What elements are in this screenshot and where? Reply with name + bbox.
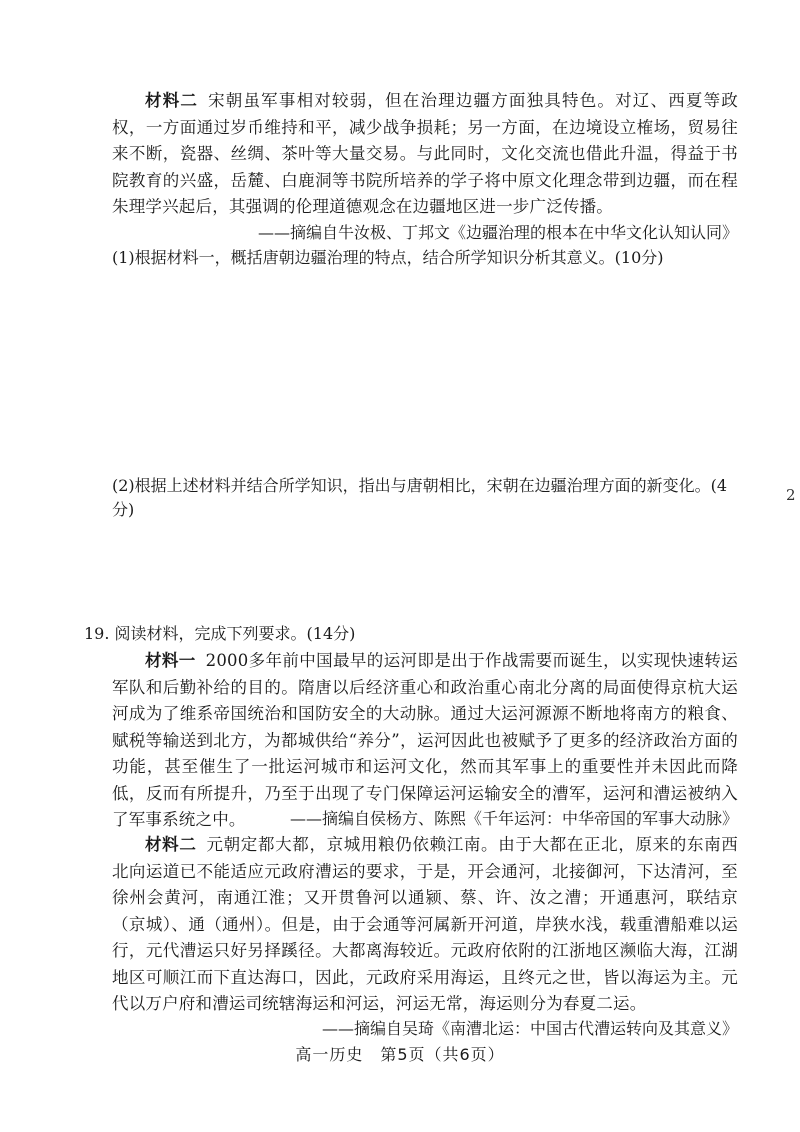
q19-material1-paragraph <box>112 648 738 834</box>
q18-material2-paragraph <box>112 88 738 221</box>
material-label: 材料二 <box>145 91 199 110</box>
material-text: 2000多年前中国最早的运河即是出于作战需要而诞生，以实现快速转运军队和后勤补给的目的。隋唐以后经济重心和政治重心南北分离的局面使得京杭大运河成为了维系帝国统治和国防安全的大动脉。通过大运河源源不断地将南方的粮食、赋税等输送到北方，为都城供给“养分”，运河因此也被赋予了更多的经济政治方面的功能，甚至催生了一批运河城市和运河文化，然而其军事上的重要性并未因此而降低，反而有所提升，乃至于出现了专门保障运河运输安全的漕军，运河和漕运被纳入了军事系统之中。 <box>112 651 739 829</box>
answer-space-1 <box>112 272 732 472</box>
page-footer: 高一历史 第5页（共6页） <box>295 1045 505 1064</box>
material-label: 材料二 <box>145 835 197 854</box>
material-text: 宋朝虽军事相对较弱，但在治理边疆方面独具特色。对辽、西夏等政权，一方面通过岁币维持和平，减少战争损耗；另一方面，在边境设立榷场，贸易往来不断，瓷器、丝绸、茶叶等大量交易。与此同时，文化交流也借此升温，得益于书院教育的兴盛，岳麓、白鹿洞等书院所培养的学子将中原文化理念带到边疆，而在程朱理学兴起后，其强调的伦理道德观念在边疆地区进一步广泛传播。 <box>112 91 738 216</box>
edge-mark: 2 <box>786 486 796 504</box>
q19-material1-source: ——摘编自侯杨方、陈熙《千年运河：中华帝国的军事大动脉》 <box>289 809 738 828</box>
material-text: 元朝定都大都，京城用粮仍依赖江南。由于大都在正北，原来的东南西北向运道已不能适应元政府漕运的要求，于是，开会通河，北接御河，下达清河，至徐州会黄河，南通江淮；又开贯鲁河以通颍、蔡、许、汝之漕；开通惠河，联结京（京城）、通（通州）。但是，由于会通等河属新开河道，岸狭水浅，载重漕船难以运行，元代漕运只好另择蹊径。大都离海较近。元政府依附的江浙地区濒临大海，江湖地区可顺江而下直达海口，因此，元政府采用海运，且终元之世，皆以海运为主。元代以万户府和漕运司统辖海运和河运，河运无常，海运则分为春夏二运。 <box>112 835 738 1013</box>
q19-title: 19. 阅读材料，完成下列要求。(14分) <box>84 624 356 643</box>
answer-space-2 <box>112 500 732 618</box>
material-label: 材料一 <box>145 651 196 670</box>
q18-subquestion-1: (1)根据材料一，概括唐朝边疆治理的特点，结合所学知识分析其意义。(10分) <box>112 248 664 267</box>
q19-material2-paragraph <box>112 832 738 1018</box>
q18-material2-source: ——摘编自牛汝极、丁邦文《边疆治理的根本在中华文化认知认同》 <box>257 223 738 242</box>
q18-subquestion-2: (2)根据上述材料并结合所学知识，指出与唐朝相比，宋朝在边疆治理方面的新变化。(4分) <box>112 476 728 519</box>
q19-material2-source: ——摘编自吴琦《南漕北运：中国古代漕运转向及其意义》 <box>321 1019 738 1038</box>
